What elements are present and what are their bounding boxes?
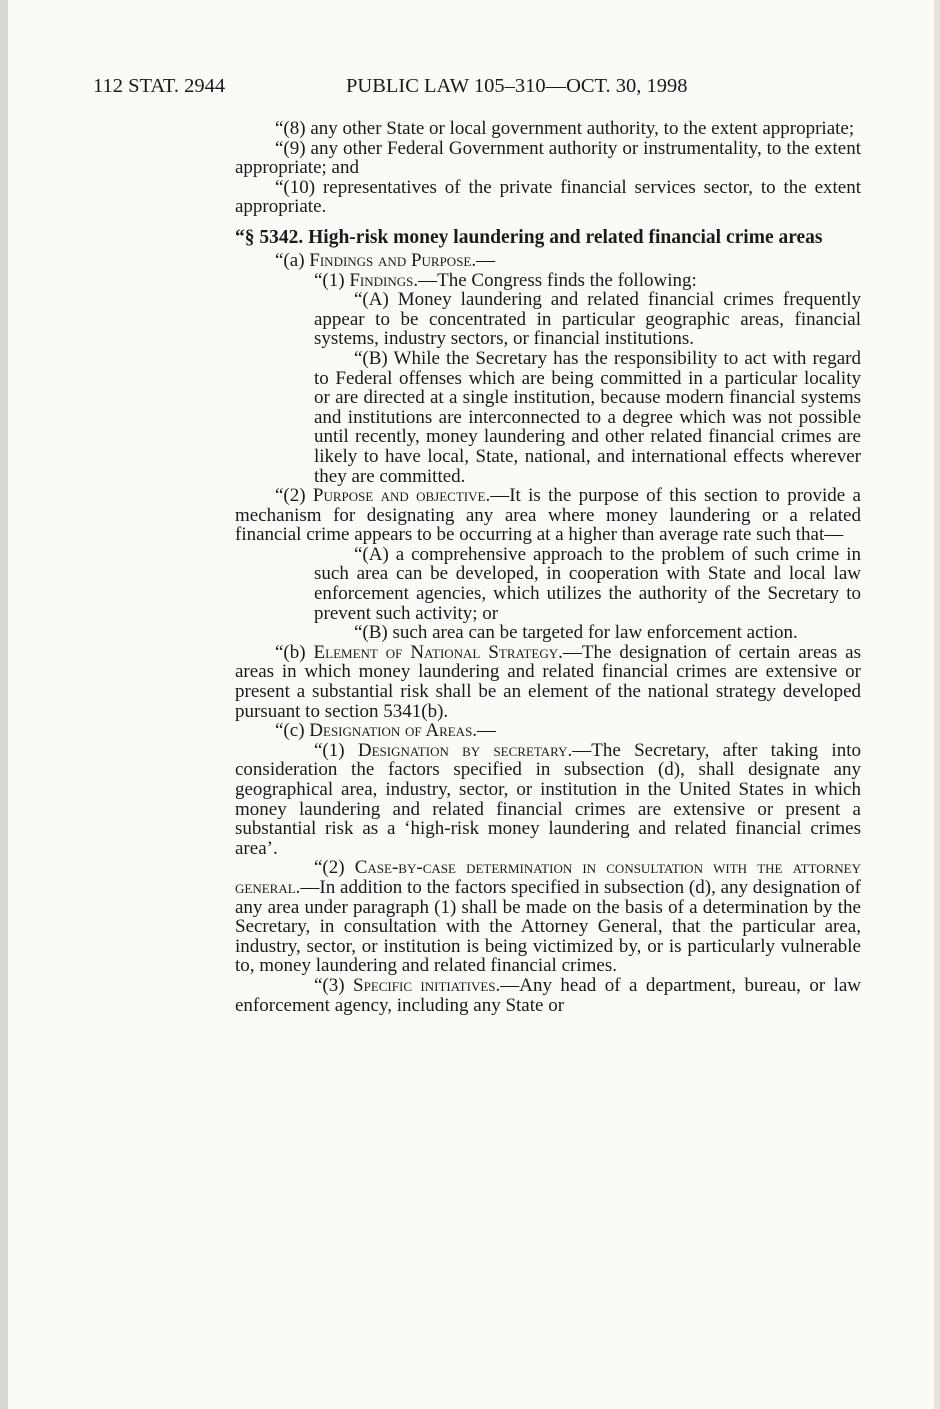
subsection-b-text: .—The designation of certain areas as areas in which money laundering and related financial crimes are extensive or present a substantial risk shall be an element of the national strategy developed pursuant to section 5341(b). xyxy=(235,641,861,722)
subsection-a-title: Findings and Purpose xyxy=(309,249,472,271)
paragraph-c3 xyxy=(235,976,861,1015)
paragraph-a1-number: “(1) xyxy=(314,269,350,291)
subsection-c-dash: .— xyxy=(472,720,497,742)
paragraph-c1-number: “(1) xyxy=(314,739,358,761)
paragraph-a2-title: Purpose and objective xyxy=(312,485,486,507)
paragraph-c3-text: .—Any head of a department, bureau, or law enforcement agency, including any State or xyxy=(235,974,862,1016)
paragraph-c2-number: “(2) xyxy=(314,857,355,879)
subparagraph-a2A: “(A) a comprehensive approach to the problem of such crime in such area can be developed, in cooperation with State and local law enforcement agencies, which utilizes the authority of the Secretary to prevent such activity; or xyxy=(314,543,861,624)
subparagraph-a1B: “(B) While the Secretary has the responsibility to act with regard to Federal offenses which are being committed in a particular locality or are directed at a single institution, because modern financial systems and institutions are interconnected to a degree which was not possible until recently, money laundering and other related financial crimes are likely to have local, State, national, and international effects wherever they are committed. xyxy=(314,347,861,487)
subsection-b-title: Element of National Strategy xyxy=(313,641,559,663)
paragraph-8: “(8) any other State or local government authority, to the extent appropriate; xyxy=(275,118,855,139)
paragraph-a1-text: .—The Congress finds the following: xyxy=(413,269,697,291)
subsection-a-heading xyxy=(235,251,861,271)
paragraph-c3-number: “(3) xyxy=(314,974,354,996)
page-edge-left xyxy=(0,0,8,1409)
paragraph-c2 xyxy=(235,858,861,976)
subsection-b xyxy=(235,643,861,721)
subparagraph-a2B: “(B) such area can be targeted for law enforcement action. xyxy=(354,622,798,644)
subsection-b-number: “(b) xyxy=(275,641,314,663)
paragraph-c1-text: .—The Secretary, after taking into consideration the factors specified in subsection (d), shall designate any geographical area, industry, sector, or institution in the United States in which money laundering and related financial crimes are extensive or present a substantial risk as a ‘high-risk money laundering and related financial crimes area’. xyxy=(235,739,861,859)
paragraph-9: “(9) any other Federal Government authority or instrumentality, to the extent appropriate; and xyxy=(235,137,861,179)
subsection-a-dash: .— xyxy=(471,249,496,271)
statute-text xyxy=(235,119,861,1015)
paragraph-c2-title: Case-by-case determination in consultation with the attorney general xyxy=(235,857,861,898)
paragraph-a1-title: Findings xyxy=(349,269,414,291)
page-header xyxy=(93,75,873,99)
subsection-c-number: “(c) xyxy=(275,720,310,742)
paragraph-10: “(10) representatives of the private financial services sector, to the extent appropriate. xyxy=(235,176,861,218)
section-heading: “§ 5342. High-risk money laundering and related financial crime areas xyxy=(235,226,823,248)
public-law-reference: PUBLIC LAW 105–310—OCT. 30, 1998 xyxy=(346,75,688,97)
page-edge-right xyxy=(934,0,940,1409)
subsection-a-number: “(a) xyxy=(275,249,310,271)
subsection-c-heading xyxy=(235,721,861,741)
paragraph-c1 xyxy=(235,741,861,859)
paragraph-c2-text: .—In addition to the factors specified in subsection (d), any designation of any area under paragraph (1) shall be made on the basis of a determination by the Secretary, in consultation with the Attorney General, that the particular area, industry, sector, or institution is being victimized by, or is particularly vulnerable to, money laundering and related financial crimes. xyxy=(235,876,861,977)
subparagraph-a1A: “(A) Money laundering and related financial crimes frequently appear to be concentrated in particular geographic areas, financial systems, industry sectors, or financial institutions. xyxy=(314,289,861,350)
paragraph-a2 xyxy=(196,486,861,545)
paragraph-a2-text: .—It is the purpose of this section to provide a mechanism for designating any area where money laundering or a related financial crime appears to be occurring at a higher than average rate such that— xyxy=(235,485,861,546)
subsection-c-title: Designation of Areas xyxy=(309,720,473,742)
paragraph-a1 xyxy=(235,271,861,291)
paragraph-a2-number: “(2) xyxy=(275,485,313,507)
page-stat-reference: 112 STAT. 2944 xyxy=(93,75,226,97)
paragraph-c1-title: Designation by secretary xyxy=(357,739,568,761)
paragraph-c3-title: Specific initiatives xyxy=(353,974,496,996)
